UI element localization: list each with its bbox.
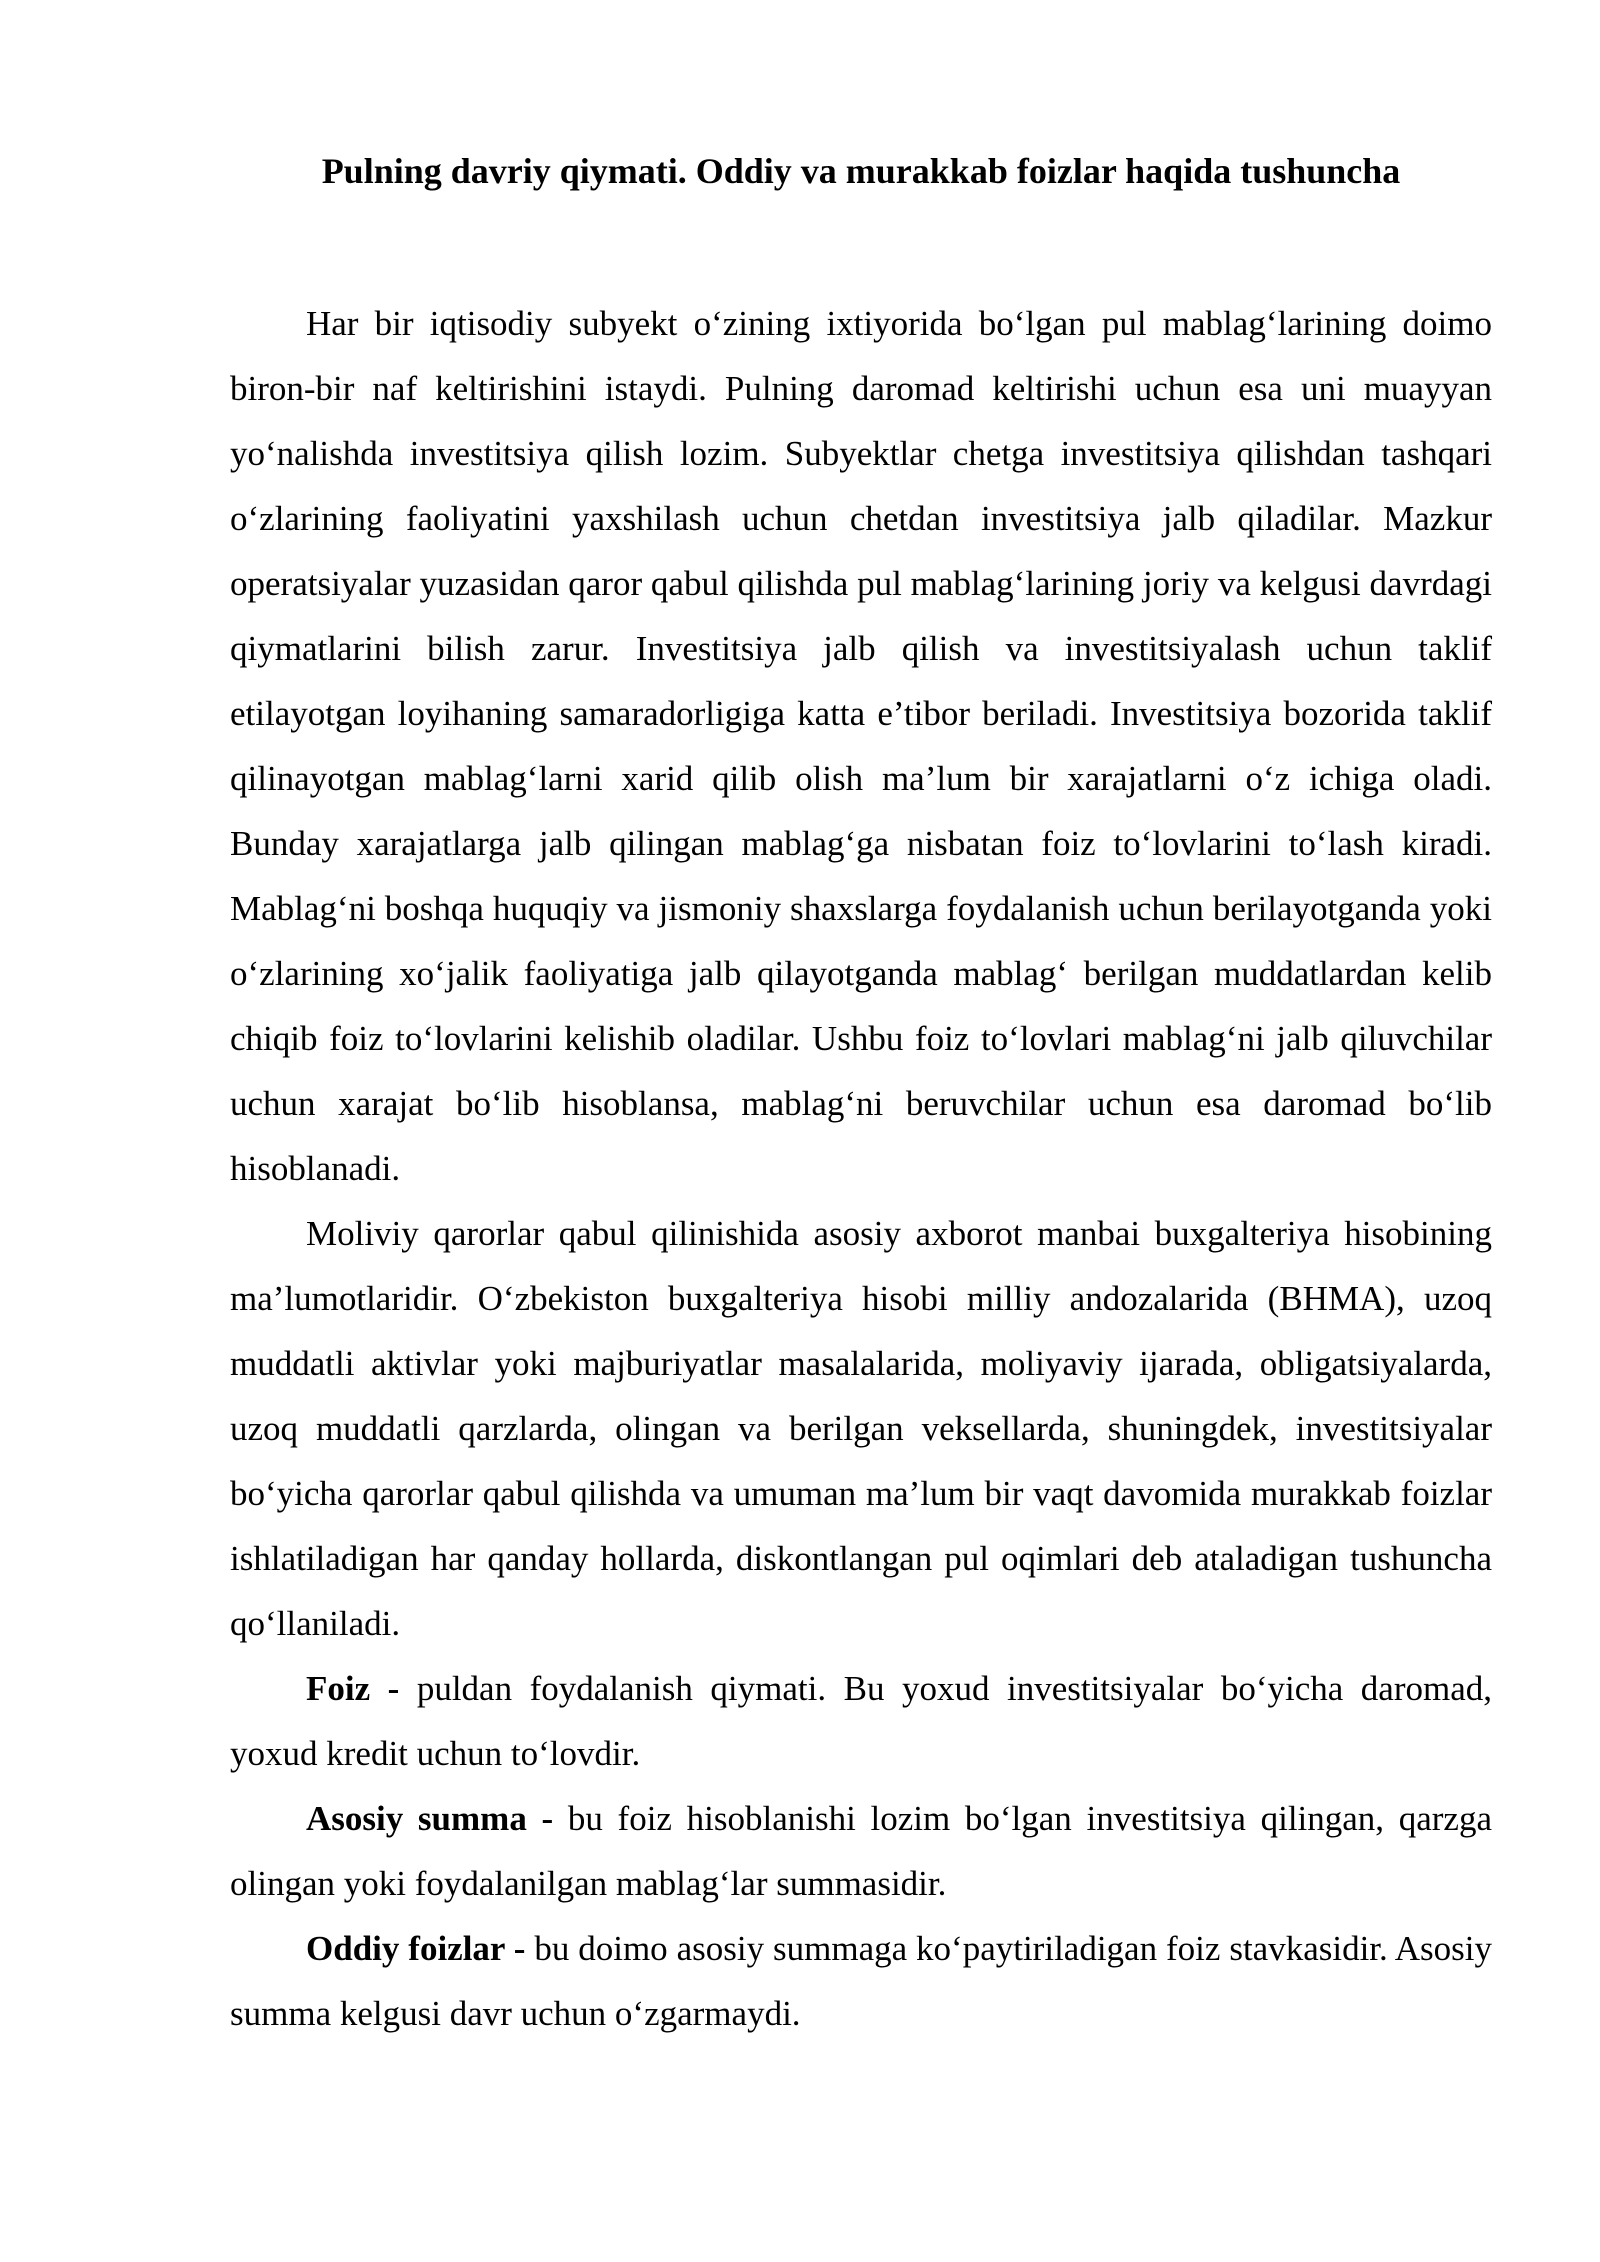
definition-text: bu doimo asosiy summaga ko‘paytiriladigan foiz stavkasidir. Asosiy summa kelgusi davr uchun o‘zgarmaydi. <box>230 1929 1492 2034</box>
definition-term: Oddiy foizlar - <box>306 1929 526 1969</box>
document-page <box>230 150 1492 2046</box>
document-title: Pulning davriy qiymati. Oddiy va murakkab foizlar haqida tushuncha <box>321 151 1401 191</box>
definition-asosiy-summa <box>230 1786 1492 1916</box>
definition-oddiy-foizlar <box>230 1916 1492 2046</box>
definition-foiz <box>230 1656 1492 1786</box>
paragraph-financial-decisions <box>230 1201 1492 1656</box>
definition-term: Foiz - <box>306 1669 400 1709</box>
definition-text: bu foiz hisoblanishi lozim bo‘lgan investitsiya qilingan, qarzga olingan yoki foydalanilgan mablag‘lar summasidir. <box>230 1799 1493 1904</box>
paragraph-text: Moliviy qarorlar qabul qilinishida asosiy axborot manbai buxgalteriya hisobining ma’lumotlaridir. O‘zbekiston buxgalteriya hisobi milliy andozalarida (BHMA), uzoq muddatli aktivlar yoki majburiyatlar masalalarida, moliyaviy ijarada, obligatsiyalarda, uzoq muddatli qarzlarda, olingan va berilgan veksellarda, shuningdek, investitsiyalar bo‘yicha qarorlar qabul qilishda va umuman ma’lum bir vaqt davomida murakkab foizlar ishlatiladigan har qanday hollarda, diskontlangan pul oqimlari deb ataladigan tushuncha qo‘llaniladi. <box>230 1214 1492 1644</box>
definition-text: puldan foydalanish qiymati. Bu yoxud investitsiyalar bo‘yicha daromad, yoxud kredit uchun to‘lovdir. <box>230 1669 1492 1774</box>
paragraph-intro <box>230 291 1492 1201</box>
paragraph-text: Har bir iqtisodiy subyekt o‘zining ixtiyorida bo‘lgan pul mablag‘larining doimo biron-bir naf keltirishini istaydi. Pulning daromad keltirishi uchun esa uni muayyan yo‘nalishda investitsiya qilish lozim. Subyektlar chetga investitsiya qilishdan tashqari o‘zlarining faoliyatini yaxshilash uchun chetdan investitsiya jalb qiladilar. Mazkur operatsiyalar yuzasidan qaror qabul qilishda pul mablag‘larining joriy va kelgusi davrdagi qiymatlarini bilish zarur. Investitsiya jalb qilish va investitsiyalash uchun taklif etilayotgan loyihaning samaradorligiga katta e’tibor beriladi. Investitsiya bozorida taklif qilinayotgan mablag‘larni xarid qilib olish ma’lum bir xarajatlarni o‘z ichiga oladi. Bunday xarajatlarga jalb qilingan mablag‘ga nisbatan foiz to‘lovlarini to‘lash kiradi. Mablag‘ni boshqa huquqiy va jismoniy shaxslarga foydalanish uchun berilayotganda yoki o‘zlarining xo‘jalik faoliyatiga jalb qilayotganda mablag‘ berilgan muddatlardan kelib chiqib foiz to‘lovlarini kelishib oladilar. Ushbu foiz to‘lovlari mablag‘ni jalb qiluvchilar uchun xarajat bo‘lib hisoblansa, mablag‘ni beruvchilar uchun esa daromad bo‘lib hisoblanadi. <box>230 304 1492 1189</box>
definition-term: Asosiy summa - <box>306 1799 554 1839</box>
